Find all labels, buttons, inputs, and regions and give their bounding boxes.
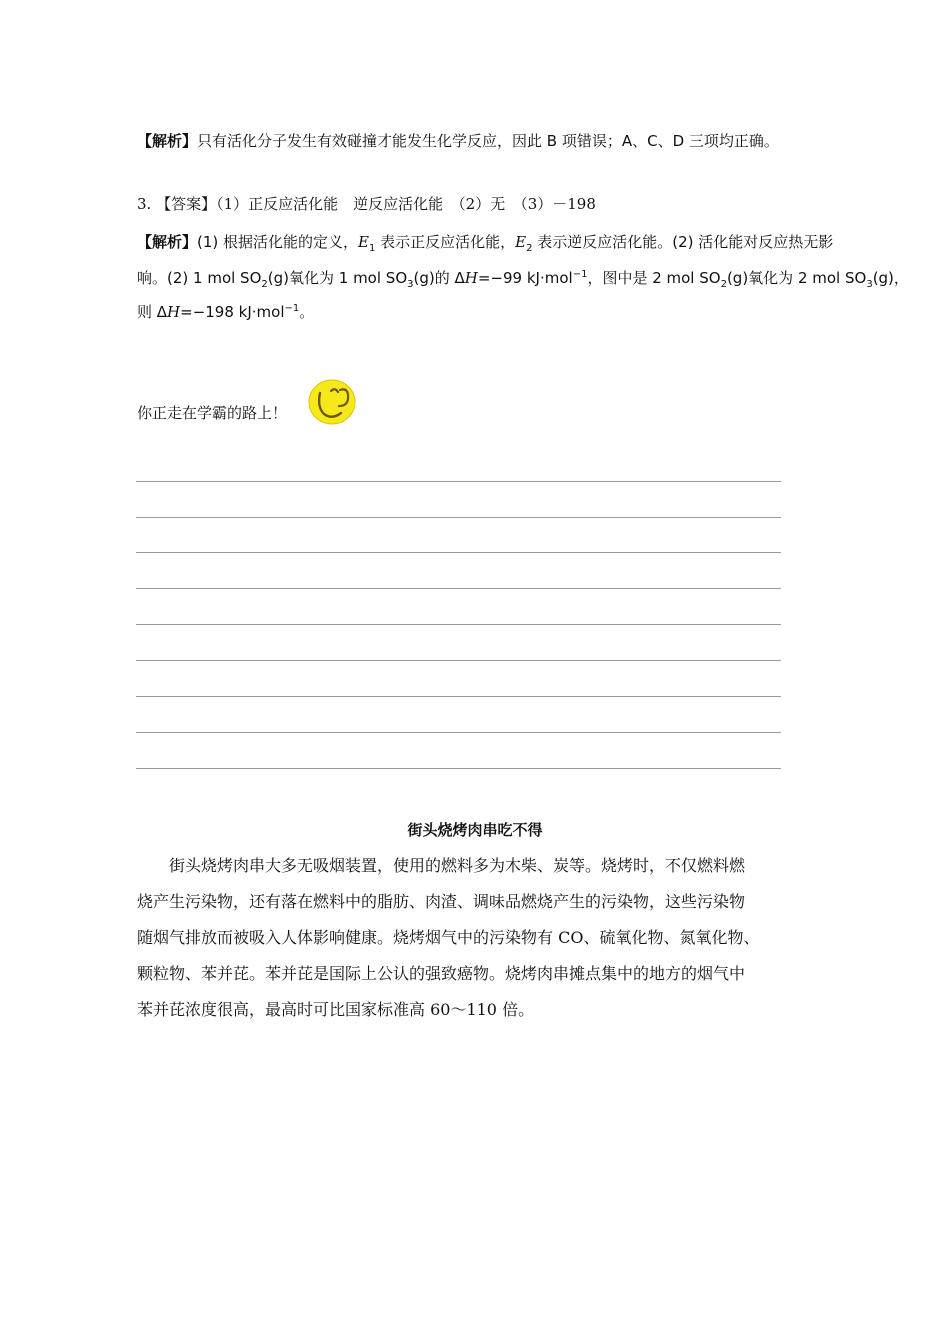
text-span: (g)氧化为 1 mol SO bbox=[267, 269, 408, 287]
subscript: 1 bbox=[369, 243, 376, 254]
q2-analysis-line bbox=[137, 131, 779, 151]
analysis-tag: 【解析】 bbox=[137, 132, 198, 150]
text-span: 。 bbox=[299, 303, 315, 321]
writing-line bbox=[136, 517, 781, 518]
article-line: 街头烧烤肉串大多无吸烟装置，使用的燃料多为木柴、炭等。烧烤时，不仅燃料燃 bbox=[169, 856, 746, 875]
text-span: (1) 根据活化能的定义， bbox=[197, 233, 359, 251]
text-span: =−198 kJ·mol bbox=[180, 303, 285, 321]
article-line: 苯并芘浓度很高，最高时可比国家标准高 60～110 倍。 bbox=[137, 1000, 535, 1019]
subscript: 3 bbox=[866, 279, 873, 290]
text-span: =−99 kJ·mol bbox=[477, 269, 573, 287]
text-span: (g)的 Δ bbox=[413, 269, 465, 287]
analysis-text: 只有活化分子发生有效碰撞才能发生化学反应，因此 B 项错误；A、C、D 三项均正确。 bbox=[197, 132, 779, 150]
writing-line bbox=[136, 588, 781, 589]
subscript: 2 bbox=[720, 279, 727, 290]
q3-analysis-line-3 bbox=[137, 302, 314, 322]
article-body bbox=[137, 848, 817, 1028]
subscript: 3 bbox=[407, 279, 414, 290]
symbol-h: H bbox=[167, 303, 181, 321]
answer-tag: 【答案】 bbox=[156, 195, 217, 213]
symbol-e1: E bbox=[358, 233, 369, 251]
article-title: 街头烧烤肉串吃不得 bbox=[407, 821, 543, 839]
article-line: 颗粒物、苯并芘。苯并芘是国际上公认的强致癌物。烧烤肉串摊点集中的地方的烟气中 bbox=[137, 964, 746, 983]
superscript: −1 bbox=[572, 269, 588, 280]
superscript: −1 bbox=[284, 303, 300, 314]
article-line: 随烟气排放而被吸入人体影响健康。烧烤烟气中的污染物有 CO、硫氧化物、氮氧化物、 bbox=[137, 928, 760, 947]
smiley-icon bbox=[306, 377, 358, 427]
writing-line bbox=[136, 624, 781, 625]
text-span: (g)， bbox=[872, 269, 909, 287]
writing-line bbox=[136, 660, 781, 661]
answer-text: （1）正反应活化能 逆反应活化能 （2）无 （3）－198 bbox=[216, 195, 596, 213]
writing-line bbox=[136, 552, 781, 553]
encouragement-text: 你正走在学霸的路上！ bbox=[137, 404, 288, 422]
symbol-e2: E bbox=[515, 233, 527, 251]
text-span: ，图中是 2 mol SO bbox=[587, 269, 721, 287]
writing-line bbox=[136, 481, 781, 482]
subscript: 2 bbox=[261, 279, 268, 290]
q3-analysis-line-1 bbox=[137, 232, 833, 252]
article-line: 烧产生污染物，还有落在燃料中的脂肪、肉渣、调味品燃烧产生的污染物，这些污染物 bbox=[137, 892, 746, 911]
text-span: (g)氧化为 2 mol SO bbox=[726, 269, 867, 287]
writing-line bbox=[136, 768, 781, 769]
q3-analysis-line-2 bbox=[137, 268, 909, 288]
text-span: 表示逆反应活化能。(2) 活化能对反应热无影 bbox=[532, 233, 834, 251]
question-number: 3. bbox=[137, 195, 152, 213]
subscript: 2 bbox=[526, 243, 533, 254]
text-span: 响。(2) 1 mol SO bbox=[137, 269, 262, 287]
writing-line bbox=[136, 732, 781, 733]
writing-line bbox=[136, 696, 781, 697]
text-span: 则 Δ bbox=[137, 303, 168, 321]
q3-answer-line bbox=[137, 194, 596, 214]
text-span: 表示正反应活化能， bbox=[375, 233, 516, 251]
analysis-tag: 【解析】 bbox=[137, 233, 198, 251]
symbol-h: H bbox=[464, 269, 478, 287]
